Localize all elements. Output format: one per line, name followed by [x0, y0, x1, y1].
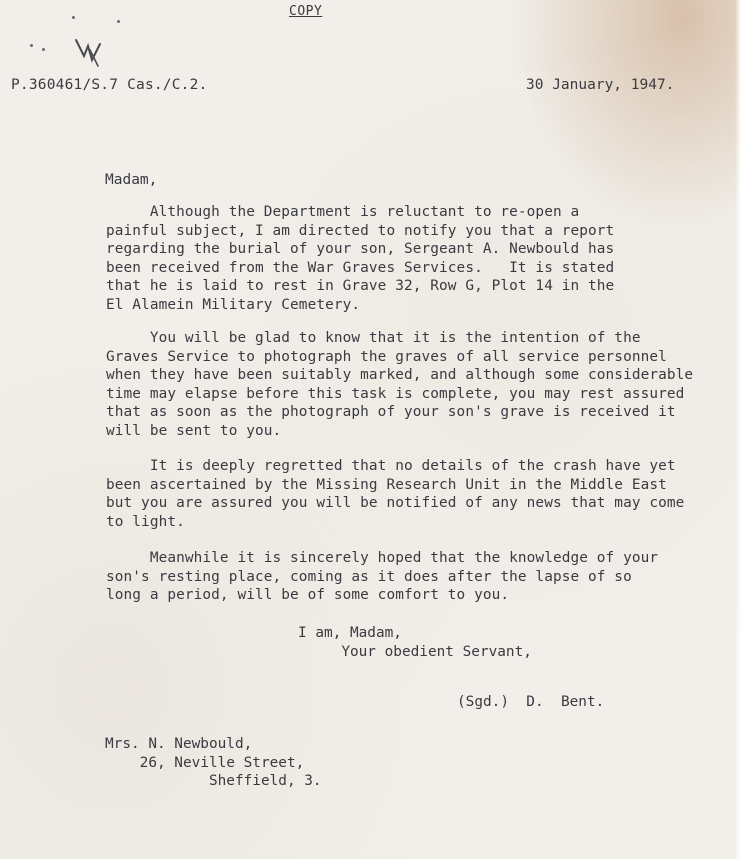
signature: (Sgd.) D. Bent. [457, 694, 605, 710]
body-paragraph: Although the Department is reluctant to re-open a painful subject, I am directed to notify you that a report regarding the burial of your son, Sergeant A. Newbould has been received from the War Graves Services. It is stated that he is laid to rest in Grave 32, Row G, Plot 14 in the El Alamein Military Cemetery. [106, 204, 615, 313]
reference-number: P.360461/S.7 Cas./C.2. [11, 77, 208, 93]
copy-stamp: COPY [289, 4, 323, 19]
body-paragraph: Meanwhile it is sincerely hoped that the knowledge of your son's resting place, coming as it does after the lapse of so long a period, will be of some comfort to you. [106, 550, 659, 604]
salutation: Madam, [105, 172, 158, 188]
closing: I am, Madam, Your obedient Servant, [298, 625, 532, 660]
recipient-address: Mrs. N. Newbould, 26, Neville Street, Sheffield, 3. [105, 736, 322, 790]
page-edge [735, 0, 741, 859]
ink-speck [72, 16, 75, 19]
letter-date: 30 January, 1947. [526, 77, 675, 93]
ink-speck [30, 44, 33, 47]
body-paragraph: You will be glad to know that it is the intention of the Graves Service to photograph the graves of all service personnel when they have been suitably marked, and although some considerable time may elapse before this task is complete, you may rest assured that as soon as the photograph of your son's grave is received it will be sent to you. [106, 330, 694, 439]
handwritten-mark-icon [70, 36, 110, 70]
ink-speck [42, 48, 45, 51]
ink-speck [117, 20, 120, 23]
body-paragraph: It is deeply regretted that no details of the crash have yet been ascertained by the Missing Research Unit in the Middle East but you are assured you will be notified of any news that may come to light. [106, 458, 685, 530]
